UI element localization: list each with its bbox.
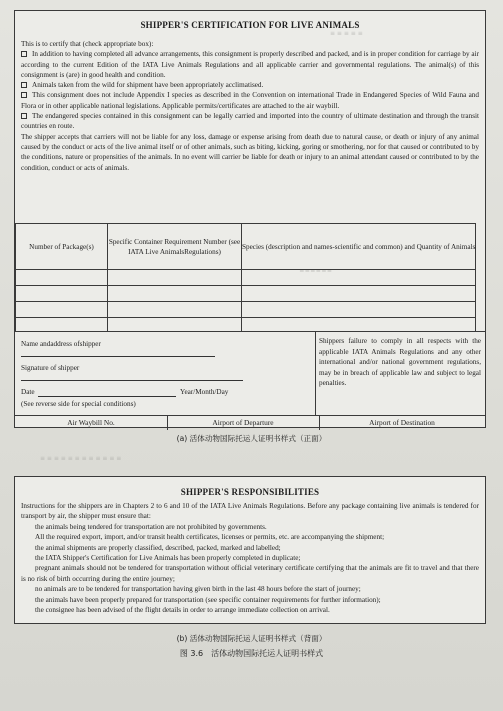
show-through-mark: ≡ ≡ ≡ ≡ ≡ (330, 30, 363, 37)
responsibilities-title: SHIPPER'S RESPONSIBILITIES (180, 487, 320, 497)
name-address-label: Name andaddress ofshipper (21, 340, 101, 348)
date-label: Date (21, 388, 35, 396)
checkbox-option-4[interactable] (21, 113, 27, 119)
show-through-mark: ━ ━ ━ ━ ━ ━ (300, 268, 332, 275)
table-row (16, 270, 476, 286)
option-1: In addition to having completed all advance arrangements, this consignment is properly described and packed, and is in proper condition for carriage by air according to the current Edition of the IATA Live Animals Regulations and all applicable carrier and governmental regulations. The animal(s) of this consignment is (are) in good health and condition. (21, 50, 479, 79)
caption-back: (b) 活体动物国际托运人证明书样式（背面） (176, 634, 327, 643)
list-item: All the required export, import, and/or transit health certificates, licenses or permits, etc. are accompanying the shipment; (35, 533, 385, 542)
airport-destination-cell[interactable]: Airport of Destination (369, 418, 435, 427)
list-item: the IATA Shipper's Certification for Live Animals has been properly completed in duplicate; (35, 554, 301, 563)
special-conditions-note: (See reverse side for special conditions) (21, 400, 136, 408)
option-3: This consignment does not include Appendix I species as described in the Convention on international Trade in Endangered Species of Wild Fauna and Flora or in other applicable national legislations. Applicable permits/certificates are attached to the air waybill. (21, 91, 479, 110)
list-item: the animal shipments are properly classified, described, packed, marked and labelled; (35, 543, 281, 552)
table-row (16, 318, 476, 332)
signature-section (15, 331, 485, 416)
checkbox-option-3[interactable] (21, 92, 27, 98)
table-cell[interactable] (108, 286, 242, 302)
certification-text (21, 39, 479, 173)
checkbox-option-2[interactable] (21, 82, 27, 88)
responsibilities-intro: Instructions for the shippers are in Chapters 2 to 6 and 10 of the IATA Live Animals Regulations. Before any package containing live animals is tendered for transport by air, the shipper must ensure that: (21, 502, 479, 521)
table-row (16, 302, 476, 318)
table-cell[interactable] (108, 270, 242, 286)
list-item: the animals have been properly prepared for transportation (see specific container requirements for further information); (35, 595, 381, 604)
show-through-mark: ≡ ≡ ≡ ≡ ≡ ≡ ≡ ≡ ≡ ≡ ≡ ≡ (40, 455, 122, 462)
animals-table (15, 223, 476, 332)
signature-line[interactable] (21, 380, 243, 381)
list-item: no animals are to be tendered for transportation having given birth in the last 48 hours before the start of journey; (35, 585, 361, 594)
table-cell[interactable] (242, 302, 476, 318)
table-cell[interactable] (16, 318, 108, 332)
table-row (16, 286, 476, 302)
figure-caption: 图 3.6 活体动物国际托运人证明书样式 (179, 649, 324, 658)
name-address-line[interactable] (21, 356, 215, 357)
list-item: pregnant animals should not be tendered for transportation without official veterinary certificate certifying that the animals are fit to travel and that there is no risk of birth occurring during the entire journey; (21, 564, 479, 583)
option-4: The endangered species contained in this consignment can be legally carried and imported into the country of ultimate destination and through the transit countries en route. (21, 112, 479, 131)
date-row (21, 388, 261, 396)
table-cell[interactable] (242, 270, 476, 286)
responsibilities-list (21, 501, 479, 615)
option-2: Animals taken from the wild for shipment have been appropriately acclimatised. (21, 80, 479, 90)
checkbox-option-1[interactable] (21, 51, 27, 57)
table-cell[interactable] (242, 318, 476, 332)
intro-line: This is to certify that (check appropriate box): (21, 40, 154, 48)
col-header-container: Specific Container Requirement Number (see IATA Live AnimalsRegulations) (108, 224, 242, 270)
col-header-species: Species (description and names-scientific and common) and Quantity of Animals (242, 224, 476, 270)
divider (315, 332, 316, 416)
col-header-packages: Number of Package(s) (16, 224, 108, 270)
list-item: the animals being tendered for transportation are not prohibited by governments. (35, 522, 267, 531)
caption-front: (a) 活体动物国际托运人证明书样式（正面） (176, 434, 327, 443)
airport-departure-cell[interactable]: Airport of Departure (167, 416, 320, 430)
footer-row (15, 415, 485, 430)
liability-paragraph: The shipper accepts that carriers will not be liable for any loss, damage or expense arising from death due to natural cause, or death or injury of any animal caused by the conduct or acts of the live animal itself or of other animals, such as biting, kicking, goring or smothering, nor for that caused or contributed to by the conditions, nature or propensities of the animals. In no event will carrier be liable for death or injury to an animal attendant caused or contributed to by the condition, conduct or acts of animals. (21, 132, 479, 172)
table-cell[interactable] (242, 286, 476, 302)
list-item: the consignee has been advised of the flight details in order to arrange immediate collection on arrival. (35, 606, 330, 615)
table-cell[interactable] (16, 302, 108, 318)
shippers-certification-form (14, 10, 486, 428)
table-header-row (16, 224, 476, 270)
table-cell[interactable] (16, 286, 108, 302)
air-waybill-cell[interactable]: Air Waybill No. (15, 416, 168, 430)
table-cell[interactable] (108, 318, 242, 332)
shippers-responsibilities-form (14, 476, 486, 624)
table-cell[interactable] (16, 270, 108, 286)
compliance-warning: Shippers failure to comply in all respects with the applicable IATA Animals Regulations and any other international and/or national government regulations, may be in breach of applicable law and subject to legal penalties. (319, 337, 481, 387)
table-cell[interactable] (108, 302, 242, 318)
date-line[interactable] (38, 396, 176, 397)
signature-label: Signature of shipper (21, 364, 80, 372)
form-title: SHIPPER'S CERTIFICATION FOR LIVE ANIMALS (140, 20, 360, 30)
date-format: Year/Month/Day (180, 388, 229, 396)
